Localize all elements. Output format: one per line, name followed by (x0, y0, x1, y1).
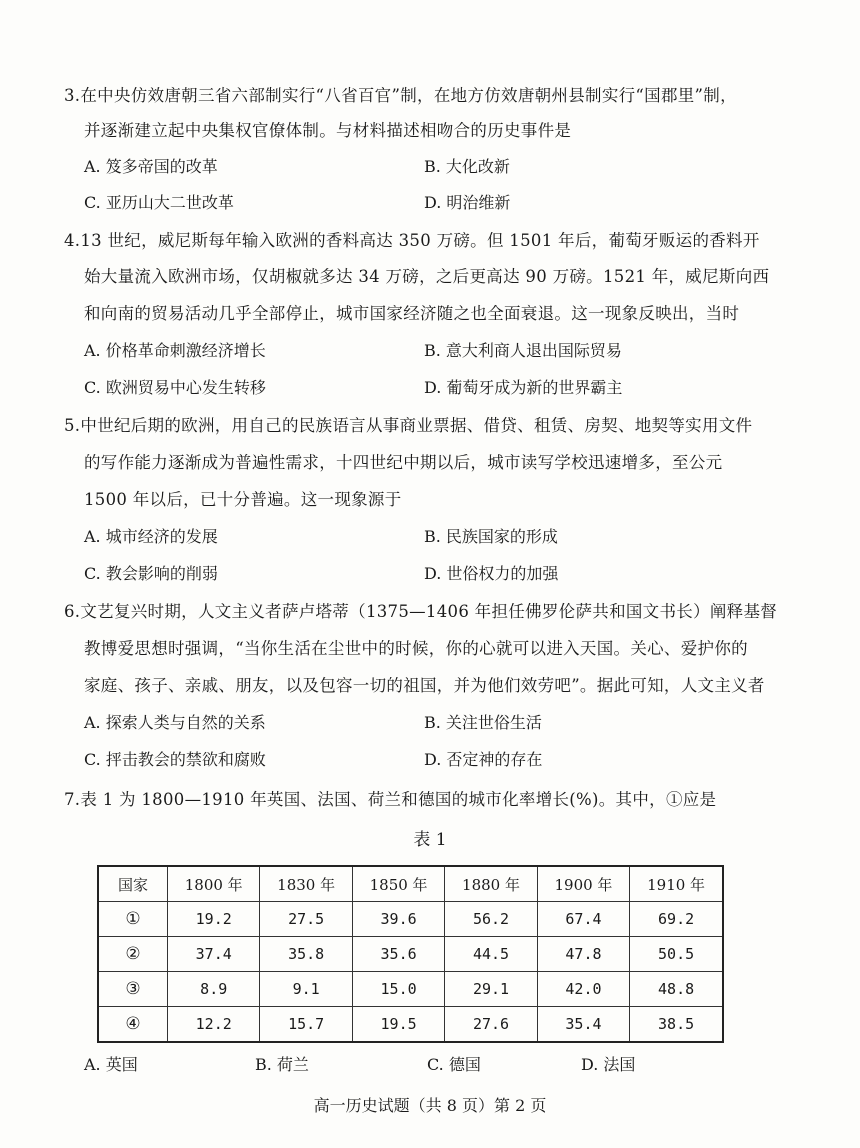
table-row (98, 1007, 723, 1043)
page-footer: 高一历史试题（共 8 页）第 2 页 (313, 1096, 547, 1115)
table-row-label: ④ (98, 1007, 168, 1043)
q4-stem-line1: 4.13 世纪，威尼斯每年输入欧洲的香料高达 350 万磅。但 1501 年后，葡萄牙贩运的香料开 (64, 231, 760, 250)
table-header-cell: 1830 年 (260, 866, 352, 902)
q7-stem-line1: 7.表 1 为 1800—1910 年英国、法国、荷兰和德国的城市化率增长(%)。其中，①应是 (64, 790, 717, 809)
q7-option-d[interactable]: D. 法国 (581, 1055, 636, 1074)
q5-option-c[interactable]: C. 教会影响的削弱 (84, 564, 218, 583)
q4-option-d[interactable]: D. 葡萄牙成为新的世界霸主 (424, 378, 623, 397)
table-caption: 表 1 (413, 830, 447, 850)
q6-option-c[interactable]: C. 抨击教会的禁欲和腐败 (84, 750, 266, 769)
q3-option-c[interactable]: C. 亚历山大二世改革 (84, 193, 234, 212)
table-cell: 50.5 (630, 937, 723, 972)
table-cell: 9.1 (260, 972, 352, 1007)
table-cell: 19.2 (168, 902, 260, 937)
table-cell: 35.8 (260, 937, 352, 972)
q5-stem-line2: 的写作能力逐渐成为普遍性需求，十四世纪中期以后，城市读写学校迅速增多，至公元 (84, 453, 723, 472)
q4-option-b[interactable]: B. 意大利商人退出国际贸易 (424, 341, 622, 360)
table-header-cell: 1800 年 (168, 866, 260, 902)
q5-option-d[interactable]: D. 世俗权力的加强 (424, 564, 559, 583)
q3-option-d[interactable]: D. 明治维新 (424, 193, 511, 212)
q7-option-a[interactable]: A. 英国 (84, 1055, 138, 1074)
table-row-label: ③ (98, 972, 168, 1007)
q4-option-c[interactable]: C. 欧洲贸易中心发生转移 (84, 378, 266, 397)
q6-option-b[interactable]: B. 关注世俗生活 (424, 713, 542, 732)
table-row-label: ② (98, 937, 168, 972)
table-cell: 69.2 (630, 902, 723, 937)
q7-option-b[interactable]: B. 荷兰 (255, 1055, 309, 1074)
table-cell: 39.6 (352, 902, 444, 937)
q6-stem-line3: 家庭、孩子、亲戚、朋友，以及包容一切的祖国，并为他们效劳吧”。据此可知，人文主义者 (84, 676, 765, 695)
table-cell: 29.1 (445, 972, 537, 1007)
table-cell: 42.0 (537, 972, 629, 1007)
table-cell: 35.4 (537, 1007, 629, 1043)
q3-stem-line1: 3.在中央仿效唐朝三省六部制实行“八省百官”制，在地方仿效唐朝州县制实行“国郡里”制， (64, 86, 737, 105)
q4-stem-line2: 始大量流入欧洲市场，仅胡椒就多达 34 万磅，之后更高达 90 万磅。1521 年，威尼斯向西 (84, 267, 770, 286)
table-header-cell: 1900 年 (537, 866, 629, 902)
table-cell: 47.8 (537, 937, 629, 972)
table-cell: 48.8 (630, 972, 723, 1007)
q5-option-a[interactable]: A. 城市经济的发展 (84, 527, 218, 546)
q6-option-d[interactable]: D. 否定神的存在 (424, 750, 543, 769)
urbanization-table (97, 865, 724, 1043)
table-cell: 67.4 (537, 902, 629, 937)
q4-stem-line3: 和向南的贸易活动几乎全部停止，城市国家经济随之也全面衰退。这一现象反映出，当时 (84, 304, 740, 323)
q4-option-a[interactable]: A. 价格革命刺激经济增长 (84, 341, 266, 360)
table-cell: 44.5 (445, 937, 537, 972)
table-cell: 56.2 (445, 902, 537, 937)
table-cell: 38.5 (630, 1007, 723, 1043)
table-header-cell: 1880 年 (445, 866, 537, 902)
table-header-cell: 国家 (98, 866, 168, 902)
q6-stem-line2: 教博爱思想时强调，“当你生活在尘世中的时候，你的心就可以进入天国。关心、爱护你的 (84, 639, 748, 658)
table-cell: 27.6 (445, 1007, 537, 1043)
q7-option-c[interactable]: C. 德国 (427, 1055, 481, 1074)
q3-option-b[interactable]: B. 大化改新 (424, 157, 510, 176)
table-cell: 15.0 (352, 972, 444, 1007)
q5-option-b[interactable]: B. 民族国家的形成 (424, 527, 558, 546)
q5-stem-line3: 1500 年以后，已十分普遍。这一现象源于 (84, 490, 402, 509)
q6-stem-line1: 6.文艺复兴时期，人文主义者萨卢塔蒂（1375—1406 年担任佛罗伦萨共和国文书长）阐释基督 (64, 602, 778, 621)
table-header-row (98, 866, 723, 902)
table-cell: 19.5 (352, 1007, 444, 1043)
table-cell: 12.2 (168, 1007, 260, 1043)
table-row (98, 972, 723, 1007)
table-row-label: ① (98, 902, 168, 937)
table-header-cell: 1910 年 (630, 866, 723, 902)
table-header-cell: 1850 年 (352, 866, 444, 902)
table-row (98, 937, 723, 972)
table-cell: 35.6 (352, 937, 444, 972)
table-cell: 8.9 (168, 972, 260, 1007)
q5-stem-line1: 5.中世纪后期的欧洲，用自己的民族语言从事商业票据、借贷、租赁、房契、地契等实用文件 (64, 416, 753, 435)
table-cell: 27.5 (260, 902, 352, 937)
table-row (98, 902, 723, 937)
q3-option-a[interactable]: A. 笈多帝国的改革 (84, 157, 218, 176)
q6-option-a[interactable]: A. 探索人类与自然的关系 (84, 713, 266, 732)
q3-stem-line2: 并逐渐建立起中央集权官僚体制。与材料描述相吻合的历史事件是 (84, 121, 572, 140)
table-cell: 37.4 (168, 937, 260, 972)
table-cell: 15.7 (260, 1007, 352, 1043)
